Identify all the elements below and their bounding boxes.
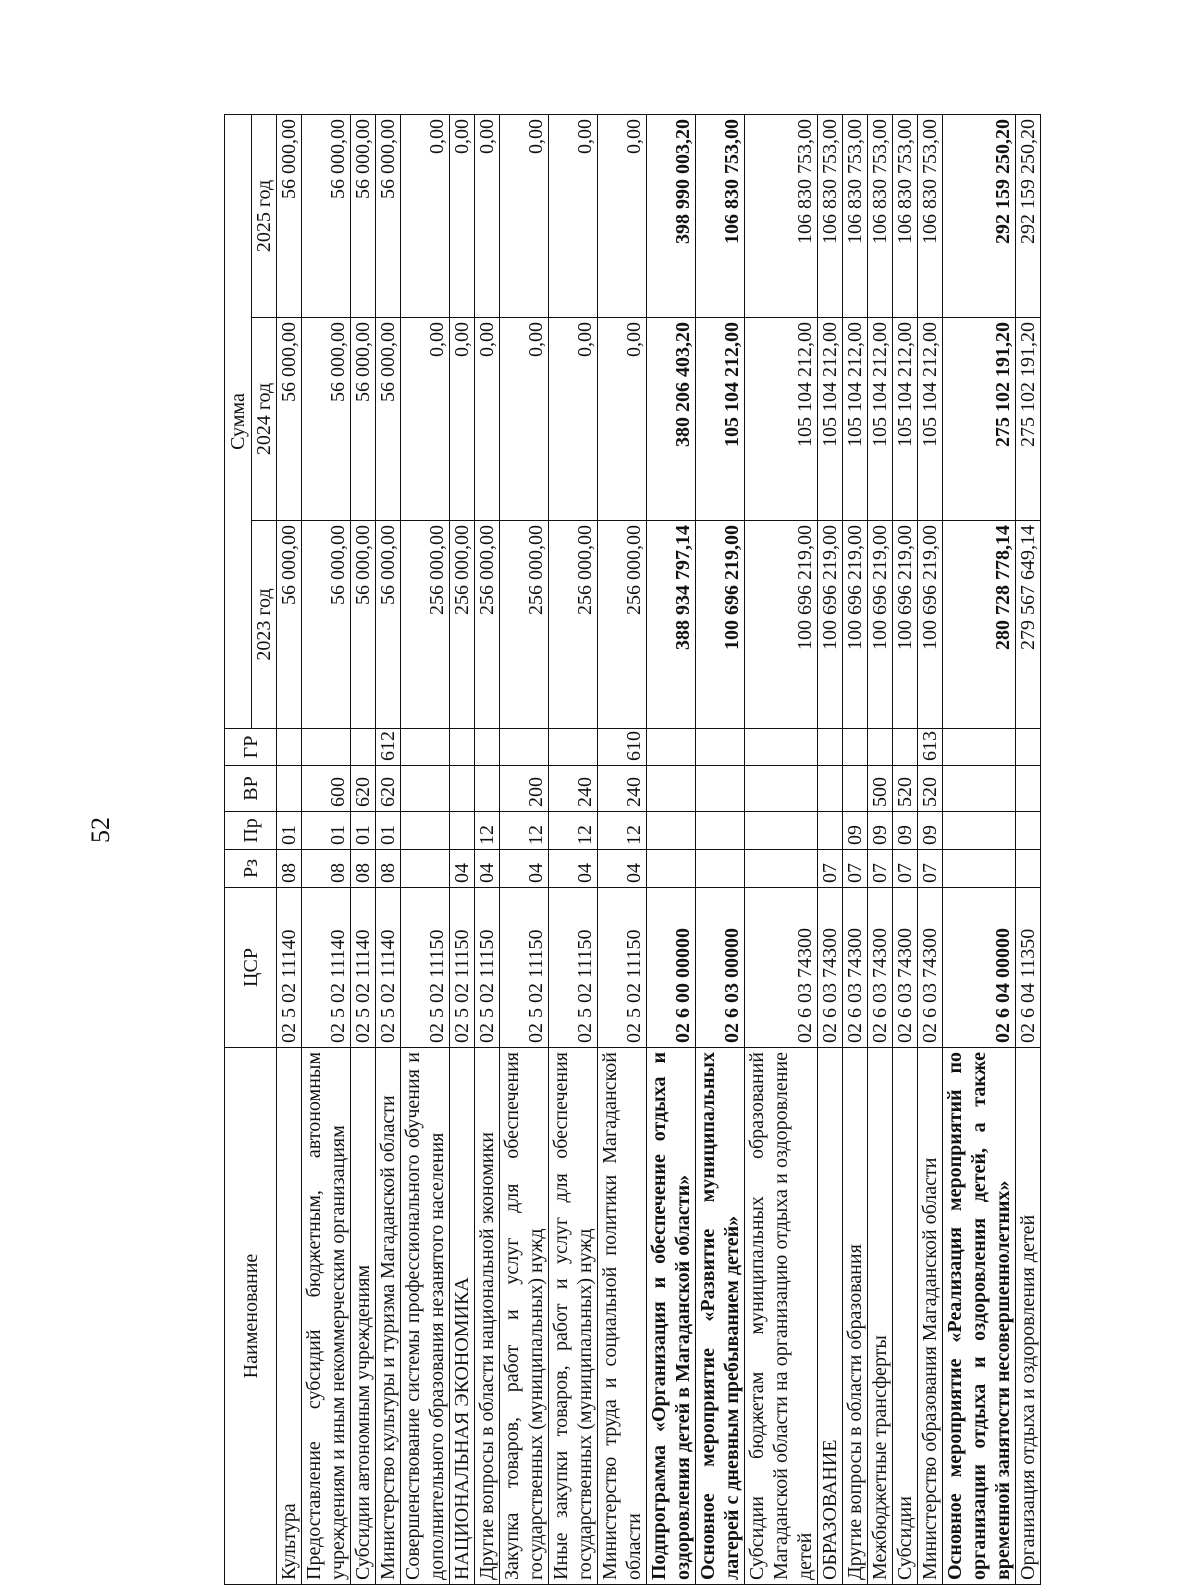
table-row <box>918 114 943 1584</box>
cell-gr <box>843 729 868 766</box>
cell-2023: 100 696 219,00 <box>843 521 868 729</box>
header-2023: 2023 год <box>252 521 277 729</box>
cell-2024: 275 102 191,20 <box>1016 318 1041 521</box>
cell-2023: 100 696 219,00 <box>893 521 918 729</box>
cell-rz: 07 <box>818 850 843 888</box>
cell-2025: 0,00 <box>475 114 500 317</box>
cell-vr: 620 <box>351 766 376 812</box>
cell-name: Закупка товаров, работ и услуг для обеспечения государственных (муниципальных) нужд <box>500 1048 549 1585</box>
cell-name: Основное мероприятие «Развитие муниципальных лагерей с дневным пребыванием детей» <box>696 1048 745 1585</box>
cell-gr <box>745 729 818 766</box>
cell-vr <box>818 766 843 812</box>
table-row <box>401 114 450 1584</box>
table-row <box>351 114 376 1584</box>
cell-gr <box>1016 729 1041 766</box>
cell-2025: 106 830 753,00 <box>893 114 918 317</box>
cell-2025: 56 000,00 <box>376 114 401 317</box>
cell-2023: 100 696 219,00 <box>868 521 893 729</box>
cell-name: Организация отдыха и оздоровления детей <box>1016 1048 1041 1585</box>
cell-gr: 613 <box>918 729 943 766</box>
cell-gr <box>450 729 475 766</box>
cell-2023: 256 000,00 <box>500 521 549 729</box>
cell-2024: 56 000,00 <box>376 318 401 521</box>
cell-name: НАЦИОНАЛЬНАЯ ЭКОНОМИКА <box>450 1048 475 1585</box>
cell-pr <box>401 812 450 850</box>
table-row <box>549 114 598 1584</box>
cell-2025: 292 159 250,20 <box>943 114 1016 317</box>
cell-gr: 612 <box>376 729 401 766</box>
cell-gr <box>818 729 843 766</box>
cell-vr: 520 <box>918 766 943 812</box>
header-2024: 2024 год <box>252 318 277 521</box>
cell-rz: 07 <box>868 850 893 888</box>
cell-2024: 0,00 <box>450 318 475 521</box>
cell-pr <box>943 812 1016 850</box>
cell-2024: 0,00 <box>598 318 647 521</box>
cell-2025: 0,00 <box>500 114 549 317</box>
table-row <box>598 114 647 1584</box>
cell-2025: 0,00 <box>401 114 450 317</box>
cell-pr <box>647 812 696 850</box>
cell-rz: 07 <box>893 850 918 888</box>
cell-2024: 105 104 212,00 <box>696 318 745 521</box>
cell-gr <box>475 729 500 766</box>
cell-2025: 56 000,00 <box>277 114 302 317</box>
cell-csr: 02 5 02 11140 <box>277 888 302 1048</box>
cell-name: Субсидии автономным учреждениям <box>351 1048 376 1585</box>
cell-pr: 01 <box>302 812 351 850</box>
cell-2024: 275 102 191,20 <box>943 318 1016 521</box>
cell-csr: 02 5 02 11150 <box>598 888 647 1048</box>
table-row <box>868 114 893 1584</box>
cell-pr <box>450 812 475 850</box>
cell-gr <box>500 729 549 766</box>
cell-csr: 02 6 04 00000 <box>943 888 1016 1048</box>
cell-gr <box>696 729 745 766</box>
cell-vr: 600 <box>302 766 351 812</box>
cell-rz: 04 <box>549 850 598 888</box>
table-row <box>647 114 696 1584</box>
cell-vr <box>1016 766 1041 812</box>
cell-name: Другие вопросы в области национальной экономики <box>475 1048 500 1585</box>
cell-csr: 02 5 02 11140 <box>302 888 351 1048</box>
cell-pr: 09 <box>843 812 868 850</box>
cell-rz <box>1016 850 1041 888</box>
cell-rz <box>647 850 696 888</box>
cell-csr: 02 5 02 11150 <box>500 888 549 1048</box>
cell-rz <box>696 850 745 888</box>
cell-rz: 04 <box>450 850 475 888</box>
cell-2023: 56 000,00 <box>302 521 351 729</box>
header-pr: Пр <box>225 812 277 850</box>
table-row <box>450 114 475 1584</box>
cell-vr: 520 <box>893 766 918 812</box>
cell-csr: 02 5 02 11150 <box>475 888 500 1048</box>
cell-gr <box>943 729 1016 766</box>
cell-gr <box>351 729 376 766</box>
cell-vr: 500 <box>868 766 893 812</box>
cell-name: Культура <box>277 1048 302 1585</box>
cell-pr: 09 <box>918 812 943 850</box>
cell-csr: 02 6 03 74300 <box>818 888 843 1048</box>
cell-name: Подпрограмма «Организация и обеспечение отдыха и оздоровления детей в Магаданской области» <box>647 1048 696 1585</box>
cell-csr: 02 6 04 11350 <box>1016 888 1041 1048</box>
cell-rz: 04 <box>500 850 549 888</box>
cell-vr <box>647 766 696 812</box>
cell-2024: 56 000,00 <box>277 318 302 521</box>
page-number: 52 <box>86 817 115 843</box>
cell-2025: 106 830 753,00 <box>868 114 893 317</box>
cell-pr: 12 <box>549 812 598 850</box>
cell-csr: 02 6 03 00000 <box>696 888 745 1048</box>
cell-2025: 106 830 753,00 <box>818 114 843 317</box>
cell-2023: 100 696 219,00 <box>745 521 818 729</box>
header-csr: ЦСР <box>225 888 277 1048</box>
cell-2024: 56 000,00 <box>302 318 351 521</box>
cell-pr: 12 <box>598 812 647 850</box>
header-row-1 <box>225 114 252 1584</box>
cell-2024: 105 104 212,00 <box>893 318 918 521</box>
cell-2023: 279 567 649,14 <box>1016 521 1041 729</box>
table-row <box>893 114 918 1584</box>
cell-vr: 240 <box>549 766 598 812</box>
cell-name: Иные закупки товаров, работ и услуг для обеспечения государственных (муниципальных) нужд <box>549 1048 598 1585</box>
cell-csr: 02 5 02 11140 <box>351 888 376 1048</box>
cell-2023: 56 000,00 <box>277 521 302 729</box>
header-2025: 2025 год <box>252 114 277 317</box>
cell-csr: 02 6 03 74300 <box>868 888 893 1048</box>
cell-pr: 09 <box>868 812 893 850</box>
cell-csr: 02 5 02 11140 <box>376 888 401 1048</box>
cell-rz: 07 <box>918 850 943 888</box>
cell-2024: 0,00 <box>500 318 549 521</box>
cell-pr: 01 <box>351 812 376 850</box>
cell-gr <box>549 729 598 766</box>
cell-name: Другие вопросы в области образования <box>843 1048 868 1585</box>
cell-pr: 01 <box>277 812 302 850</box>
cell-2024: 0,00 <box>475 318 500 521</box>
cell-gr <box>277 729 302 766</box>
table-row <box>696 114 745 1584</box>
cell-rz <box>401 850 450 888</box>
cell-gr: 610 <box>598 729 647 766</box>
cell-2023: 56 000,00 <box>376 521 401 729</box>
cell-2024: 380 206 403,20 <box>647 318 696 521</box>
cell-2025: 106 830 753,00 <box>918 114 943 317</box>
header-vr: ВР <box>225 766 277 812</box>
cell-csr: 02 5 02 11150 <box>401 888 450 1048</box>
cell-2025: 292 159 250,20 <box>1016 114 1041 317</box>
cell-pr: 01 <box>376 812 401 850</box>
cell-2023: 256 000,00 <box>401 521 450 729</box>
cell-pr: 12 <box>500 812 549 850</box>
cell-csr: 02 6 03 74300 <box>918 888 943 1048</box>
cell-2023: 100 696 219,00 <box>818 521 843 729</box>
cell-vr <box>401 766 450 812</box>
cell-vr <box>843 766 868 812</box>
cell-csr: 02 6 03 74300 <box>893 888 918 1048</box>
cell-2025: 398 990 003,20 <box>647 114 696 317</box>
cell-2025: 56 000,00 <box>302 114 351 317</box>
cell-vr: 200 <box>500 766 549 812</box>
table-row <box>277 114 302 1584</box>
cell-2023: 100 696 219,00 <box>918 521 943 729</box>
cell-2024: 105 104 212,00 <box>745 318 818 521</box>
table-row <box>500 114 549 1584</box>
cell-rz <box>745 850 818 888</box>
table-row <box>745 114 818 1584</box>
cell-2024: 0,00 <box>549 318 598 521</box>
table-body <box>277 114 1041 1584</box>
table-row <box>1016 114 1041 1584</box>
cell-rz: 08 <box>376 850 401 888</box>
cell-2023: 388 934 797,14 <box>647 521 696 729</box>
cell-pr <box>745 812 818 850</box>
cell-2024: 0,00 <box>401 318 450 521</box>
cell-vr <box>450 766 475 812</box>
cell-2025: 0,00 <box>549 114 598 317</box>
cell-name: Основное мероприятие «Реализация мероприятий по организации отдыха и оздоровления детей, а также временной занятости несовершеннолетних» <box>943 1048 1016 1585</box>
cell-csr: 02 6 03 74300 <box>745 888 818 1048</box>
cell-2024: 105 104 212,00 <box>843 318 868 521</box>
cell-2025: 0,00 <box>598 114 647 317</box>
cell-csr: 02 6 03 74300 <box>843 888 868 1048</box>
cell-2025: 106 830 753,00 <box>745 114 818 317</box>
cell-2025: 106 830 753,00 <box>843 114 868 317</box>
cell-gr <box>893 729 918 766</box>
cell-2024: 56 000,00 <box>351 318 376 521</box>
cell-2023: 256 000,00 <box>549 521 598 729</box>
header-name: Наименование <box>225 1048 277 1585</box>
cell-rz: 08 <box>302 850 351 888</box>
cell-name: Субсидии <box>893 1048 918 1585</box>
cell-name: Межбюджетные трансферты <box>868 1048 893 1585</box>
cell-vr <box>277 766 302 812</box>
cell-rz: 07 <box>843 850 868 888</box>
header-sum: Сумма <box>225 114 252 728</box>
header-rz: Рз <box>225 850 277 888</box>
cell-vr: 240 <box>598 766 647 812</box>
table-row <box>376 114 401 1584</box>
cell-2024: 105 104 212,00 <box>868 318 893 521</box>
budget-table-container <box>224 115 1124 1585</box>
cell-rz: 08 <box>277 850 302 888</box>
cell-2025: 56 000,00 <box>351 114 376 317</box>
table-row <box>943 114 1016 1584</box>
cell-vr <box>943 766 1016 812</box>
cell-pr: 09 <box>893 812 918 850</box>
cell-pr: 12 <box>475 812 500 850</box>
cell-name: Министерство образования Магаданской области <box>918 1048 943 1585</box>
cell-rz: 08 <box>351 850 376 888</box>
cell-csr: 02 5 02 11150 <box>549 888 598 1048</box>
cell-2023: 100 696 219,00 <box>696 521 745 729</box>
cell-gr <box>401 729 450 766</box>
cell-2023: 256 000,00 <box>450 521 475 729</box>
cell-pr <box>1016 812 1041 850</box>
cell-rz: 04 <box>598 850 647 888</box>
table-row <box>843 114 868 1584</box>
cell-name: Министерство культуры и туризма Магаданской области <box>376 1048 401 1585</box>
cell-2024: 105 104 212,00 <box>818 318 843 521</box>
cell-2024: 105 104 212,00 <box>918 318 943 521</box>
cell-name: Министерство труда и социальной политики Магаданской области <box>598 1048 647 1585</box>
cell-name: ОБРАЗОВАНИЕ <box>818 1048 843 1585</box>
table-row <box>475 114 500 1584</box>
cell-2025: 0,00 <box>450 114 475 317</box>
cell-csr: 02 5 02 11150 <box>450 888 475 1048</box>
cell-gr <box>868 729 893 766</box>
cell-2023: 256 000,00 <box>475 521 500 729</box>
cell-name: Предоставление субсидий бюджетным, автономным учреждениям и иным некоммерческим организациям <box>302 1048 351 1585</box>
budget-table <box>224 114 1041 1585</box>
cell-name: Субсидии бюджетам муниципальных образований Магаданской области на организацию отдыха и оздоровление детей <box>745 1048 818 1585</box>
cell-2023: 280 728 778,14 <box>943 521 1016 729</box>
cell-rz <box>943 850 1016 888</box>
cell-pr <box>696 812 745 850</box>
table-row <box>818 114 843 1584</box>
cell-gr <box>647 729 696 766</box>
header-gr: ГР <box>225 729 277 766</box>
cell-name: Совершенствование системы профессионального обучения и дополнительного образования незанятого населения <box>401 1048 450 1585</box>
cell-gr <box>302 729 351 766</box>
cell-csr: 02 6 00 00000 <box>647 888 696 1048</box>
cell-2023: 56 000,00 <box>351 521 376 729</box>
cell-pr <box>818 812 843 850</box>
cell-vr <box>475 766 500 812</box>
cell-vr: 620 <box>376 766 401 812</box>
cell-2023: 256 000,00 <box>598 521 647 729</box>
cell-rz: 04 <box>475 850 500 888</box>
cell-vr <box>696 766 745 812</box>
cell-vr <box>745 766 818 812</box>
table-row <box>302 114 351 1584</box>
cell-2025: 106 830 753,00 <box>696 114 745 317</box>
